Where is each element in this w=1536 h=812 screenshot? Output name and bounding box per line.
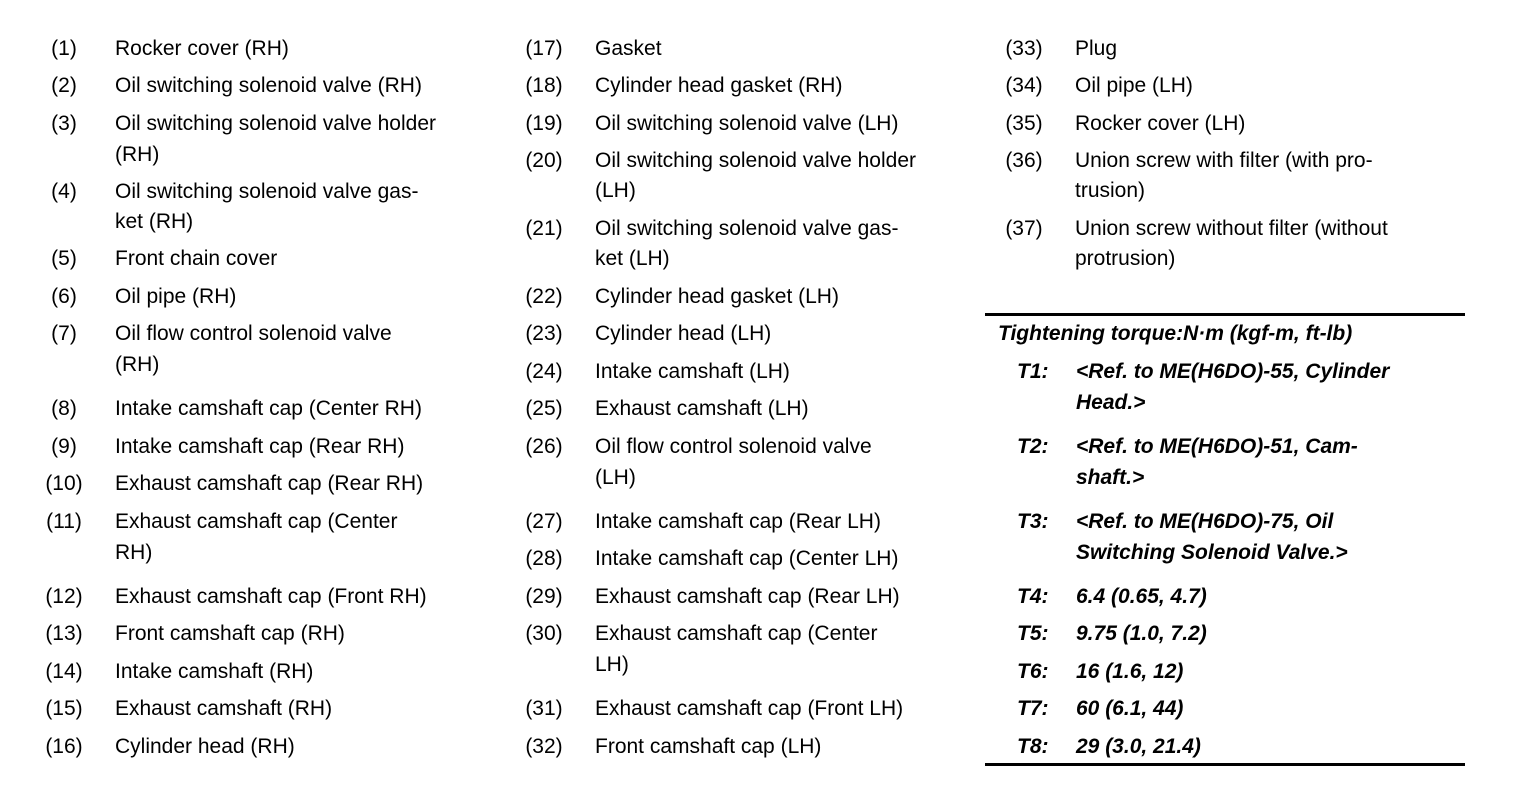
torque-top-rule — [985, 313, 1465, 316]
torque-bottom-rule — [985, 763, 1465, 766]
torque-title: Tightening torque:N·m (kgf-m, ft-lb) — [998, 322, 1353, 345]
